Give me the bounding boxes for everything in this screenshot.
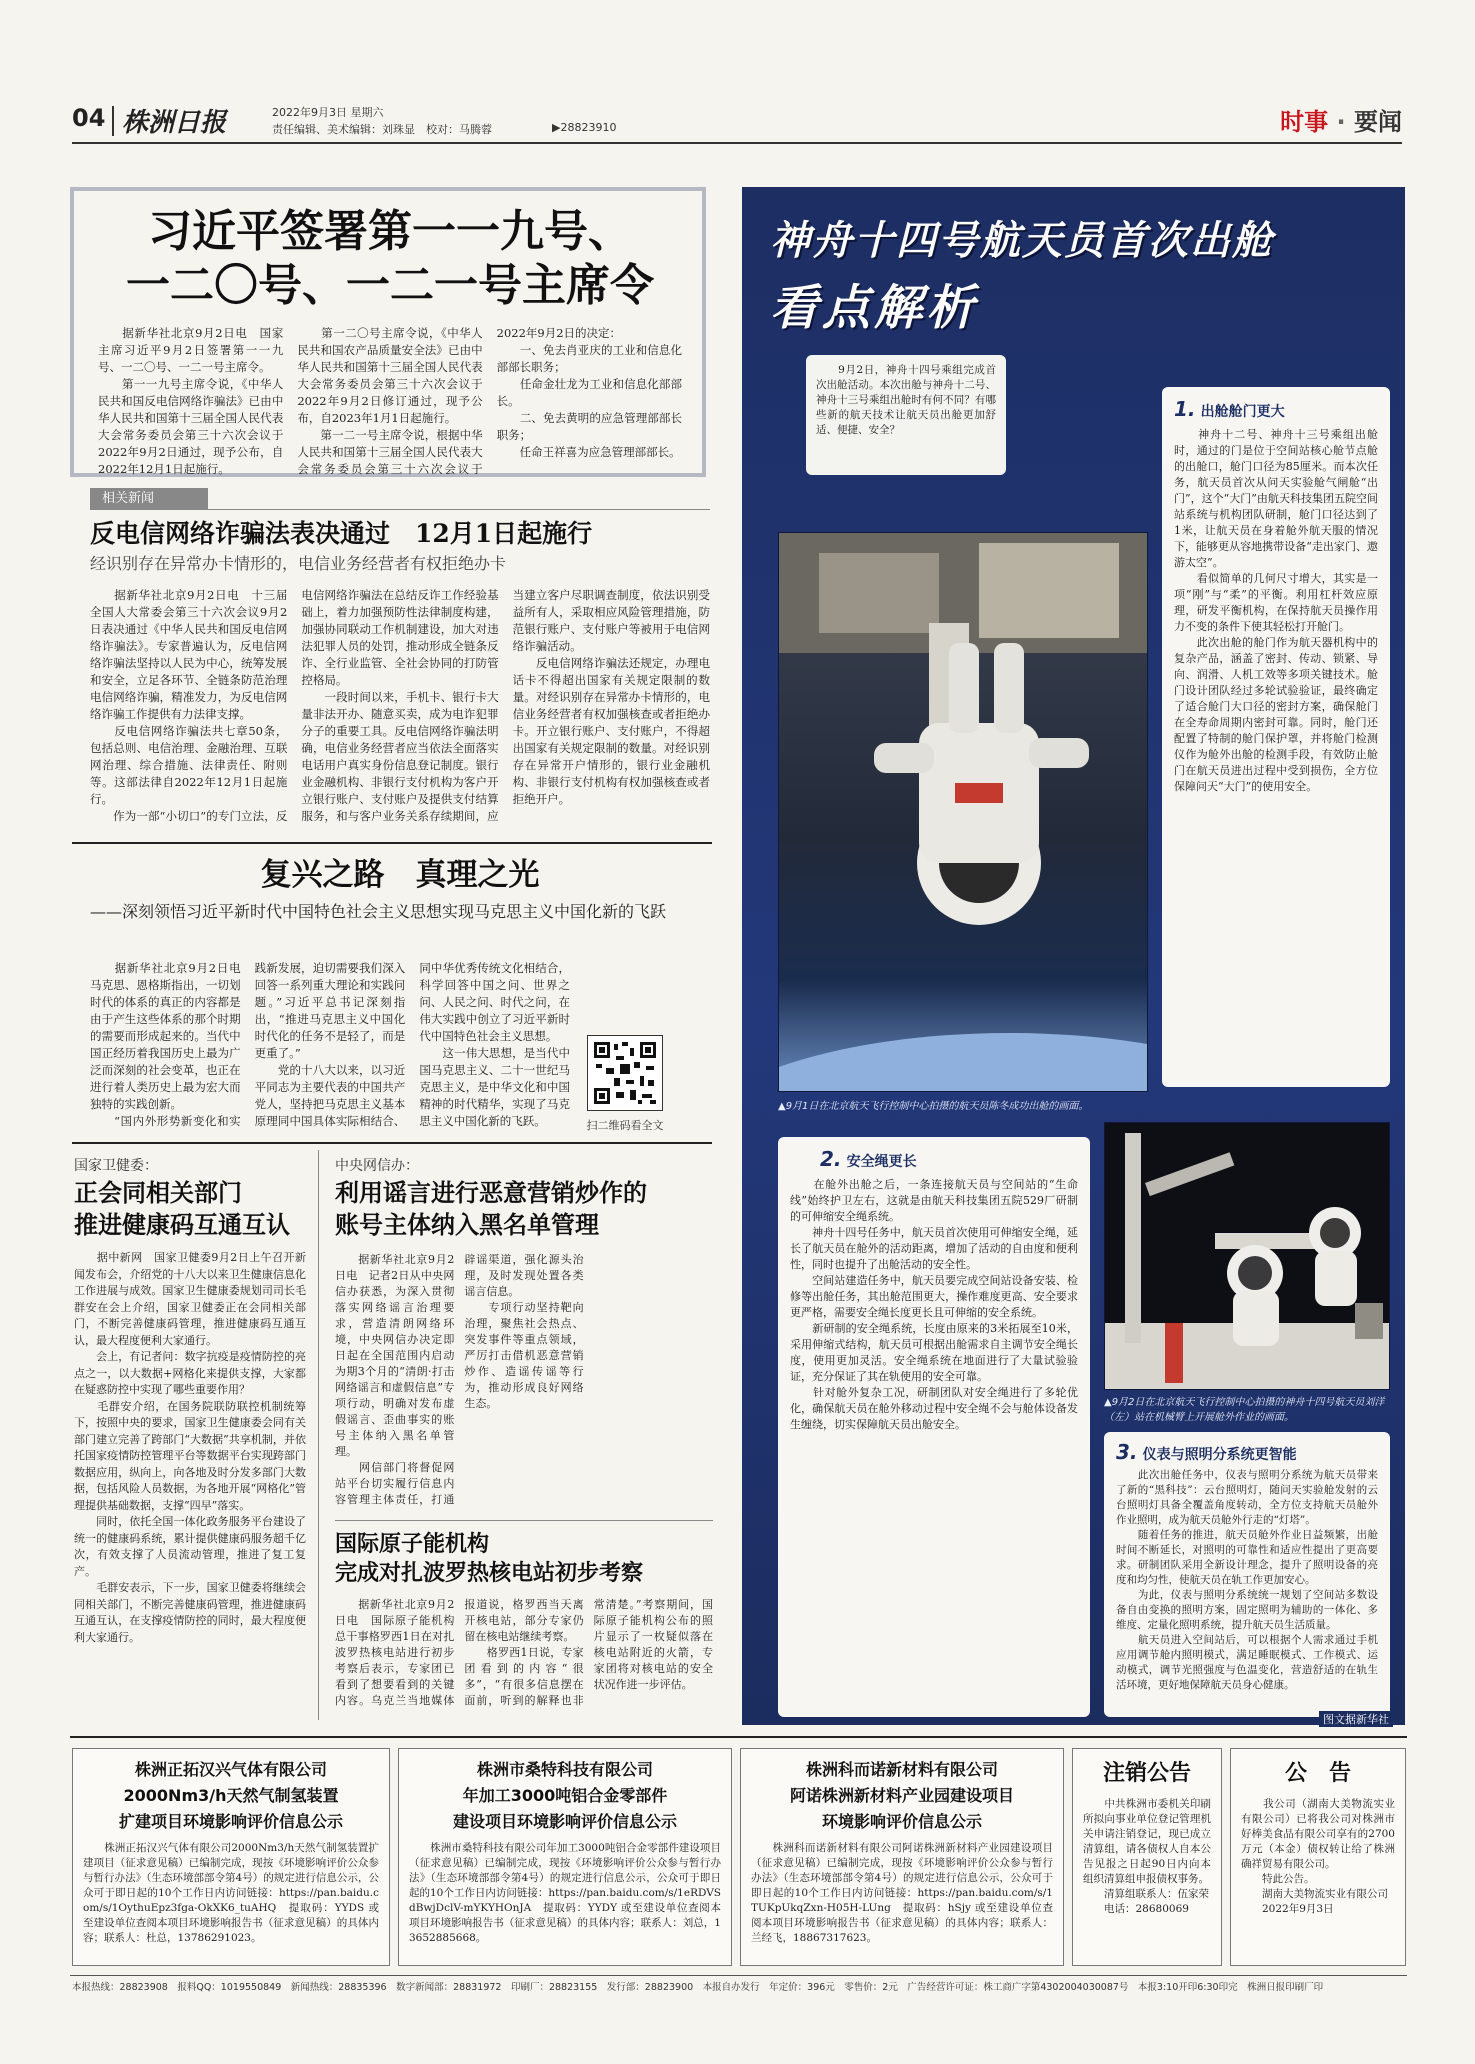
lead-headline-line2: 一二〇号、一二一号主席令 (126, 260, 654, 311)
astronaut-photo-1 (779, 533, 1148, 1092)
eva-photo-2 (1104, 1122, 1390, 1390)
ad-zhengtuo-body: 株洲正拓汉兴气体有限公司2000Nm3/h天然气制氢装置扩建项目（征求意见稿）已编制完成，现按《环境影响评价公众参与暂行办法》（生态环境部部令第4号）的规定进行信息公示，公众可于即日起的10个工作日内访问链接：https://pan.baidu.com/s/1OythuEpz3fga-OkXK6_tuAHQ 提取码：YYDS 或至建设单位查阅本项目环境影响报告书（征求意见稿）的具体内容；联系人：杜总，13786291023。 (83, 1842, 379, 1944)
astronaut-photo-2 (1105, 1123, 1390, 1390)
ad-zhengtuo-title: 株洲正拓汉兴气体有限公司 2000Nm3/h天然气制氢装置 扩建项目环境影响评价信息公示 (118, 1760, 343, 1831)
divider-1 (72, 842, 712, 844)
footer-rule (70, 1975, 1407, 1976)
photo-credit: 图文据新华社 (1319, 1711, 1393, 1727)
related-subheadline: 经识别存在异常办卡情形的，电信业务经营者有权拒绝办卡 (90, 554, 507, 573)
fuxing-subheadline: ——深刻领悟习近平新时代中国特色社会主义思想实现马克思主义中国化新的飞跃 (90, 902, 667, 921)
section-1-number: 1. (1174, 397, 1196, 421)
masthead-divider (112, 106, 114, 136)
section-3-heading (1116, 1440, 1378, 1464)
health-headline-line1: 正会同相关部门 (74, 1178, 242, 1207)
fuxing-body: 据新华社北京9月2日电 马克思、恩格斯指出，一切划时代的体系的真正的内容都是由于产生这些体系的那个时期的需要而形成起来的。当代中国正经历着我国历史上最为广泛而深刻的社会变革，也正在进行着人类历史上最为宏大而独特的实践创新。 “国内外形势新变化和实践新发展，迫切需要我们深入回答一系列重大理论和实践问题。”习近平总书记深刻指出，“推进马克思主义中国化时代化的任务不是轻了，而是更重了。” 党的十八大以来，以习近平同志为主要代表的中国共产党人，坚持把马克思主义基本原理同中国具体实际相结合、同中华优秀传统文化相结合，科学回答中国之问、世界之问、人民之问、时代之问，在伟大实践中创立了习近平新时代中国特色社会主义思想。 这一伟大思想，是当代中国马克思主义、二十一世纪马克思主义，是中华文化和中国精神的时代精华，实现了马克思主义中国化新的飞跃。 (90, 961, 570, 1128)
section-2-title: 安全绳更长 (846, 1154, 917, 1170)
masthead-rule (72, 142, 1402, 144)
feature-banner-line2: 看点解析 (770, 280, 979, 336)
section-3-body: 此次出舱任务中，仪表与照明分系统为航天员带来了新的“黑科技”：云台照明灯，随问天实验舱发射的云台照明灯具备全覆盖角度转动，全方位支持航天员舱外作业照明，成为航天员舱外行走的“灯塔”。 随着任务的推进，航天员舱外作业日益频繁，出舱时间不断延长，对照明的可靠性和适应性提出了更高要求。研制团队采用全新设计理念，提升了照明设备的亮度和均匀性，使航天员在轨工作更加安心。 为此，仪表与照明分系统统一规划了空间站多数设备自由变换的照明方案，固定照明为辅助的一体化、多维度、定量化照明系统，提升航天员生活质量。 航天员进入空间站后，可以根据个人需求通过手机应用调节舱内照明模式，满足睡眠模式、工作模式、运动模式，调节光照强度与色温变化，营造舒适的在轨生活环境，更好地保障航天员身心健康。 (1116, 1469, 1378, 1691)
related-body: 据新华社北京9月2日电 十三届全国人大常委会第三十六次会议9月2日表决通过《中华人民共和国反电信网络诈骗法》。专家普遍认为，反电信网络诈骗法坚持以人民为中心，统筹发展和安全，立足各环节、全链条防范治理电信网络诈骗，精准发力，为反电信网络诈骗工作提供有力法律支撑。 反电信网络诈骗法共七章50条，包括总则、电信治理、金融治理、互联网治理、综合措施、法律责任、附则等。这部法律自2022年12月1日起施行。 作为一部“小切口”的专门立法，反电信网络诈骗法在总结反诈工作经验基础上，着力加强预防性法律制度构建，加强协同联动工作机制建设，加大对违法犯罪人员的处罚，推动形成全链条反诈、全行业监管、全社会协同的打防管控格局。 一段时间以来，手机卡、银行卡大量非法开办、随意买卖，成为电诈犯罪分子的重要工具。反电信网络诈骗法明确，电信业务经营者应当依法全面落实电话用户真实身份信息登记制度。银行业金融机构、非银行支付机构为客户开立银行账户、支付账户及提供支付结算服务，和与客户业务关系存续期间，应当建立客户尽职调查制度，依法识别受益所有人，采取相应风险管理措施，防范银行账户、支付账户等被用于电信网络诈骗活动。 反电信网络诈骗法还规定，办理电话卡不得超出国家有关规定限制的数量。对经识别存在异常办卡情形的，电信业务经营者有权加强核查或者拒绝办卡。开立银行账户、支付账户，不得超出国家有关规定限制的数量。对经识别存在异常开户情形的，银行业金融机构、非银行支付机构有权加强核查或者拒绝开户。 (90, 588, 710, 823)
photo-2-caption: ▲9月2日在北京航天飞行控制中心拍摄的神舟十四号航天员刘洋（左）站在机械臂上开展舱外作业的画面。 (1104, 1397, 1385, 1423)
section-3-card (1104, 1432, 1390, 1717)
section-name-dark: 要闻 (1354, 108, 1402, 136)
related-headline: 反电信网络诈骗法表决通过 12月1日起施行 (90, 519, 593, 548)
related-tag-label: 相关新闻 (102, 491, 155, 506)
ads-top-rule (70, 1736, 1407, 1738)
ad-cancellation (1072, 1748, 1222, 1966)
qr-caption: 扫二维码看全文 (586, 1119, 664, 1132)
space-feature (742, 187, 1405, 1725)
rumor-body: 据新华社北京9月2日电 记者2日从中央网信办获悉，为深入贯彻落实网络谣言治理要求，营造清朗网络环境，中央网信办决定即日起在全国范围内启动为期3个月的“清朗·打击网络谣言和虚假信息”专项行动，明确对发布虚假谣言、歪曲事实的账号主体纳入黑名单管理。 网信部门将督促网站平台切实履行信息内容管理主体责任，打通辟谣渠道，强化源头治理，及时发现处置各类谣言信息。 专项行动坚持靶向治理，聚焦社会热点、突发事件等重点领域，严厉打击借机恶意营销炒作、造谣传谣等行为，推动形成良好网络生态。 (335, 1253, 584, 1506)
section-2-card (778, 1137, 1090, 1717)
related-tag (90, 488, 208, 510)
feature-banner-line1: 神舟十四号航天员首次出舱 (770, 218, 1274, 264)
ad-sangte-body: 株洲市桑特科技有限公司年加工3000吨铝合金零部件建设项目（征求意见稿）已编制完成，现按《环境影响评价公众参与暂行办法》（生态环境部部令第4号）的规定进行信息公示，公众可于即日起的10个工作日内访问链接：https://pan.baidu.com/s/1eRDVSdBwjDclV-mYKYHOnJA 提取码：YYDY 或至建设单位查阅本项目环境影响报告书（征求意见稿）的具体内容；联系人：刘总，13652885668。 (409, 1842, 721, 1944)
page-number: 04 (72, 104, 106, 132)
eva-photo-1 (778, 532, 1148, 1092)
ad-kernuo-title: 株洲科而诺新材料有限公司 阿诺株洲新材料产业园建设项目 环境影响评价信息公示 (789, 1760, 1014, 1831)
qr-code[interactable] (587, 1035, 663, 1111)
ad-cancellation-body: 中共株洲市委机关印刷所拟向事业单位登记管理机关申请注销登记，现已成立清算组，请各债权人自本公告见报之日起90日内向本组织清算组申报债权事务。 清算组联系人：伍家荣 电话：28680069 (1083, 1798, 1211, 1915)
section-2-number: 2. (820, 1147, 842, 1171)
ad-sangte (398, 1748, 732, 1966)
photo-1-caption: ▲9月1日在北京航天飞行控制中心拍摄的航天员陈冬成功出舱的画面。 (778, 1101, 1089, 1112)
hotline: ▶28823910 (552, 121, 617, 134)
lead-story-box (70, 187, 706, 477)
divider-2 (72, 1142, 712, 1144)
ad-announcement (1230, 1748, 1406, 1966)
atom-rule (335, 1520, 713, 1521)
intro-card (806, 355, 1006, 475)
section-3-number: 3. (1116, 1440, 1138, 1464)
section-1-body: 神舟十二号、神舟十三号乘组出舱时，通过的门是位于空间站核心舱节点舱的出舱口，舱门口径为85厘米。而本次任务，航天员首次从问天实验舱气闸舱“出门”，这个“大门”由航天科技集团五院空间站系统与机构团队研制，舱门口径达到了1米，让航天员在身着舱外航天服的情况下，能够更从容地携带设备“走出家门、遨游太空”。 看似简单的几何尺寸增大，其实是一项“刚”与“柔”的平衡。利用杠杆效应原理，研发平衡机构，在保持航天员操作用力不变的条件下使其轻松打开舱门。 此次出舱的舱门作为航天器机构中的复杂产品，涵盖了密封、传动、锁紧、导向、润滑、人机工效等多项关键技术。舱门设计团队经过多轮试验验证，最终确定了适合舱门大口径的密封方案，确保舱门在全寿命周期内密封可靠。同时，舱门还配置了特制的舱门保护罩，并将舱门检测仪作为舱外出舱的检测手段，有效防止舱门在航天员进出过程中受到损伤，全方位保障问天“大门”的使用安全。 (1174, 428, 1378, 793)
section-label: 时事 · 要闻 (1280, 108, 1402, 136)
health-body: 据中新网 国家卫健委9月2日上午召开新闻发布会，介绍党的十八大以来卫生健康信息化工作进展与成效。国家卫生健康委规划司司长毛群安在会上介绍，国家卫健委正在会同相关部门，不断完善健康码管理，推进健康码互通互认，最大程度便利大家通行。 会上，有记者问：数字抗疫是疫情防控的亮点之一，以大数据+网格化来提供支撑，大家都在疑惑防控中实现了哪些重要作用？ 毛群安介绍，在国务院联防联控机制统筹下，按照中央的要求，国家卫生健康委会同有关部门建立完善了跨部门“大数据”共享机制，并依托国家疫情防控管理平台等数据平台实现跨部门数据应用，纵向上，向各地及时分发多部门大数据，包括风险人员数据，为各地开展“网格化”管理提供基础数据，支撑“四早”落实。 同时，依托全国一体化政务服务平台建设了统一的健康码系统，累计提供健康码服务超千亿次，有效支撑了人员流动管理，推进了复工复产。 毛群安表示，下一步，国家卫健委将继续会同相关部门，不断完善健康码管理，推进健康码互通互认，在支撑疫情防控的同时，最大程度便利大家通行。 (74, 1251, 306, 1644)
lead-body: 据新华社北京9月2日电 国家主席习近平9月2日签署第一一九号、一二〇号、一二一号主席令。 第一一九号主席令说，《中华人民共和国反电信网络诈骗法》已由中华人民共和国第十三届全国人民代表大会常务委员会第三十六次会议于2022年9月2日通过，现予公布，自2022年12月1日起施行。 第一二〇号主席令说，《中华人民共和国农产品质量安全法》已由中华人民共和国第十三届全国人民代表大会常务委员会第三十六次会议于2022年9月2日修订通过，现予公布，自2023年1月1日起施行。 第一二一号主席令说，根据中华人民共和国第十三届全国人民代表大会常务委员会第三十六次会议于2022年9月2日的决定： 一、免去肖亚庆的工业和信息化部部长职务； 任命金壮龙为工业和信息化部部长。 二、免去黄明的应急管理部部长职务； 任命王祥喜为应急管理部部长。 (98, 326, 682, 476)
atom-headline-line1: 国际原子能机构 (335, 1531, 490, 1557)
section-1-title: 出舱舱门更大 (1200, 404, 1285, 420)
related-rule (90, 509, 710, 510)
ad-kernuo (740, 1748, 1064, 1966)
intro-text: 9月2日，神舟十四号乘组完成首次出舱活动。本次出舱与神舟十二号、神舟十三号乘组出舱时有何不同？有哪些新的航天技术让航天员出舱更加舒适、便捷、安全？ (816, 364, 996, 436)
fuxing-headline: 复兴之路 真理之光 (260, 857, 540, 893)
section-2-heading (790, 1147, 1078, 1171)
rumor-tag: 中央网信办： (335, 1158, 419, 1174)
rumor-headline-line1: 利用谣言进行恶意营销炒作的 (335, 1178, 647, 1207)
paper-logo: 株洲日报 (122, 108, 227, 138)
ad-announcement-title: 公 告 (1284, 1761, 1351, 1786)
ad-cancellation-title: 注销公告 (1102, 1761, 1191, 1786)
ad-announcement-body: 我公司（湖南大美物流实业有限公司）已将我公司对株洲市好棒美食品有限公司享有的2700万元（本金）债权转让给了株洲确祥贸易有限公司。 特此公告。 湖南大美物流实业有限公司 2022年9月3日 (1241, 1798, 1395, 1915)
masthead (72, 102, 1402, 148)
rumor-headline-line2: 账号主体纳入黑名单管理 (335, 1210, 599, 1239)
column-divider (318, 1150, 319, 1720)
qr-code-icon (592, 1040, 658, 1106)
atom-headline-line2: 完成对扎波罗热核电站初步考察 (335, 1560, 644, 1586)
footer-info: 本报热线：28823908 报料QQ：1019550849 新闻热线：28835396 数字新闻部：28831972 印刷厂：28823155 发行部：28823900 本报自办发行 年定价：396元 零售价：2元 广告经营许可证：株工商广字第4302004030087号 本报3:10开印6:30印完 株洲日报印刷厂印 (72, 1982, 1324, 1993)
section-1-card (1162, 387, 1390, 1087)
editors-line: 责任编辑、美术编辑：刘珠显 校对：马腾蓉 (272, 123, 492, 136)
atom-body: 据新华社北京9月2日电 国际原子能机构总干事格罗西1日在对扎波罗热核电站进行初步考察后表示，专家团已看到了想要看到的关键内容。乌克兰当地媒体报道说，格罗西当天离开核电站，部分专家仍留在核电站继续考察。 格罗西1日说，专家团看到的内容“很多”，“有很多信息摆在面前，听到的解释也非常清楚。”考察期间，国际原子能机构公布的照片显示了一枚疑似落在核电站附近的火箭，专家团将对核电站的安全状况作进一步评估。 (335, 1598, 713, 1707)
ad-sangte-title: 株洲市桑特科技有限公司 年加工3000吨铝合金零部件 建设项目环境影响评价信息公示 (452, 1760, 677, 1831)
section-3-title: 仪表与照明分系统更智能 (1142, 1447, 1297, 1463)
section-name-red: 时事 (1280, 108, 1329, 136)
lead-headline-line1: 习近平签署第一一九号、 (148, 206, 632, 257)
section-2-body: 在舱外出舱之后，一条连接航天员与空间站的“生命线”始终护卫左右，这就是由航天科技集团五院529厂研制的可伸缩安全绳系统。 神舟十四号任务中，航天员首次使用可伸缩安全绳，延长了航天员在舱外的活动距离，增加了活动的自由度和便利性，同时也提升了出舱活动的安全性。 空间站建造任务中，航天员要完成空间站设备安装、检修等出舱任务，其出舱范围更大，操作难度更高、安全要求更严格，需要安全绳长度更长且可伸缩的安全系统。 新研制的安全绳系统，长度由原来的3米拓展至10米，采用伸缩式结构，航天员可根据出舱需求自主调节安全绳长度，使用更加灵活。安全绳系统在地面进行了大量试验验证，充分保证了其在轨使用的安全可靠。 针对舱外复杂工况，研制团队对安全绳进行了多轮优化，确保航天员在舱外移动过程中安全绳不会与舱体设备发生缠绕，切实保障航天员出舱安全。 (790, 1178, 1078, 1431)
health-headline-line2: 推进健康码互通互认 (74, 1210, 290, 1239)
section-1-heading (1174, 397, 1378, 421)
health-tag: 国家卫健委： (74, 1158, 158, 1174)
issue-date: 2022年9月3日 星期六 (272, 106, 384, 119)
ad-kernuo-body: 株洲科而诺新材料有限公司阿诺株洲新材料产业园建设项目（征求意见稿）已编制完成，现按《环境影响评价公众参与暂行办法》（生态环境部部令第4号）的规定进行信息公示，公众可于即日起的10个工作日内访问链接：https://pan.baidu.com/s/1TUKpUkqZxn-H05H-LUng 提取码：hSjy 或至建设单位查阅本项目环境影响报告书（征求意见稿）的具体内容；联系人：兰经飞，18867317623。 (751, 1842, 1053, 1944)
ad-zhengtuo (72, 1748, 390, 1966)
